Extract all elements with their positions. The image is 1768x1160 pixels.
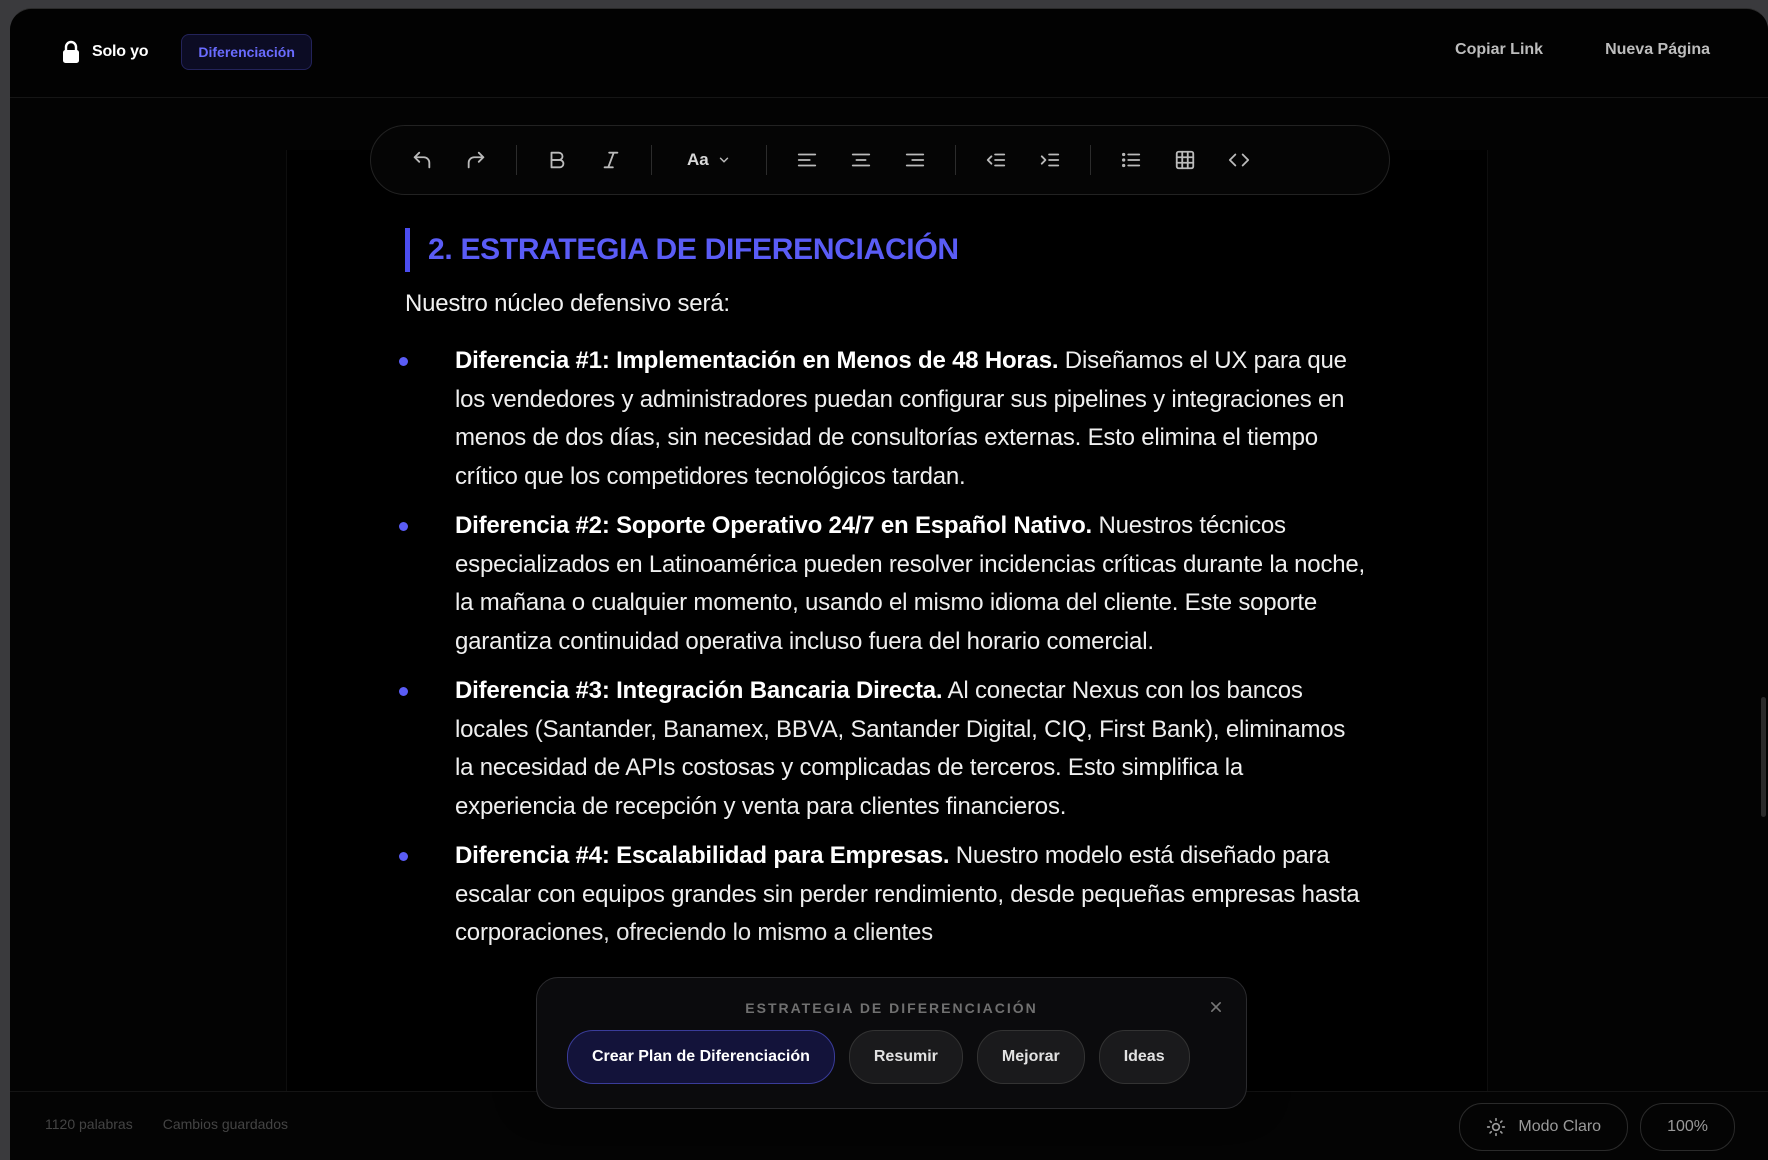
list-item-text: Nuestros técnicos especializados en Latinoamérica pueden resolver incidencias críticas durante la noche, la mañana o cualquier momento, usando el mismo idioma del cliente. Este soporte garantiza continuidad operativa incluso fuera del horario comercial. xyxy=(455,512,1366,655)
chevron-down-icon xyxy=(717,153,731,167)
ideas-button[interactable]: Ideas xyxy=(1099,1030,1190,1084)
copy-link-button[interactable]: Copiar Link xyxy=(1455,41,1544,58)
differentiation-list xyxy=(405,342,1365,953)
list-item-title: Diferencia #2: Soporte Operativo 24/7 en Español Nativo. xyxy=(455,512,1092,539)
list-item xyxy=(405,507,1365,661)
theme-toggle-button[interactable] xyxy=(1459,1103,1628,1151)
list-item-title: Diferencia #3: Integración Bancaria Directa. xyxy=(455,677,943,704)
outdent-button[interactable] xyxy=(969,138,1023,182)
bold-icon xyxy=(546,149,568,171)
privacy-label[interactable]: Solo yo xyxy=(92,43,149,60)
italic-button[interactable] xyxy=(584,138,638,182)
indent-icon xyxy=(1039,149,1061,171)
create-plan-button[interactable]: Crear Plan de Diferenciación xyxy=(567,1030,835,1084)
lock-icon xyxy=(62,40,80,64)
toolbar-divider xyxy=(955,145,956,175)
formatting-toolbar xyxy=(370,125,1390,195)
new-page-button[interactable]: Nueva Página xyxy=(1605,41,1710,58)
save-status: Cambios guardados xyxy=(162,1116,288,1132)
sun-icon xyxy=(1486,1117,1506,1137)
list-item-text: Al conectar Nexus con los bancos locales (Santander, Banamex, BBVA, Santander Digital, CIQ, First Bank), eliminamos la necesidad de APIs costosas y complicadas de terceros. Esto simplifica la experiencia de recepción y venta para clientes financieros. xyxy=(455,677,1346,820)
summarize-button[interactable]: Resumir xyxy=(849,1030,963,1084)
document-content[interactable] xyxy=(405,228,1365,964)
document-tag[interactable]: Diferenciación xyxy=(181,34,311,70)
redo-button[interactable] xyxy=(449,138,503,182)
ai-assistant-panel xyxy=(536,977,1247,1109)
theme-toggle-label: Modo Claro xyxy=(1518,1118,1602,1135)
zoom-value: 100% xyxy=(1667,1118,1708,1135)
align-left-icon xyxy=(796,149,818,171)
list-item-title: Diferencia #4: Escalabilidad para Empresas. xyxy=(455,842,950,869)
header-left xyxy=(62,34,312,70)
align-right-icon xyxy=(904,149,926,171)
intro-paragraph: Nuestro núcleo defensivo será: xyxy=(405,290,730,317)
italic-icon xyxy=(600,149,622,171)
code-icon xyxy=(1228,149,1250,171)
close-icon[interactable] xyxy=(1206,997,1226,1017)
toolbar-divider xyxy=(651,145,652,175)
toolbar-divider xyxy=(1090,145,1091,175)
table-icon xyxy=(1174,149,1196,171)
bold-button[interactable] xyxy=(530,138,584,182)
align-center-icon xyxy=(850,149,872,171)
indent-button[interactable] xyxy=(1023,138,1077,182)
header-actions xyxy=(1455,41,1710,59)
list-item xyxy=(405,672,1365,826)
list-item xyxy=(405,837,1365,953)
bullet-list-icon xyxy=(1120,149,1142,171)
toolbar-divider xyxy=(766,145,767,175)
improve-button[interactable]: Mejorar xyxy=(977,1030,1085,1084)
outdent-icon xyxy=(985,149,1007,171)
list-item-text: Nuestro modelo está diseñado para escalar con equipos grandes sin perder rendimiento, desde pequeñas empresas hasta corporaciones, ofreciendo lo mismo a clientes xyxy=(455,842,1360,946)
align-left-button[interactable] xyxy=(780,138,834,182)
list-item-text: Diseñamos el UX para que los vendedores y administradores puedan configurar sus pipelines y integraciones en menos de dos días, sin necesidad de consultorías externas. Esto elimina el tiempo crítico que los competidores tecnológicos tardan. xyxy=(455,347,1347,490)
undo-icon xyxy=(411,149,433,171)
top-bar xyxy=(10,9,1768,98)
status-controls xyxy=(1459,1103,1735,1151)
bullet-list-button[interactable] xyxy=(1104,138,1158,182)
align-right-button[interactable] xyxy=(888,138,942,182)
font-size-label: Aa xyxy=(687,150,709,169)
scrollbar-thumb[interactable] xyxy=(1761,697,1766,817)
toolbar-divider xyxy=(516,145,517,175)
code-button[interactable] xyxy=(1212,138,1266,182)
status-info xyxy=(45,1116,288,1132)
list-item xyxy=(405,342,1365,496)
list-item-title: Diferencia #1: Implementación en Menos de 48 Horas. xyxy=(455,347,1059,374)
align-center-button[interactable] xyxy=(834,138,888,182)
undo-button[interactable] xyxy=(395,138,449,182)
table-button[interactable] xyxy=(1158,138,1212,182)
redo-icon xyxy=(465,149,487,171)
font-size-dropdown[interactable] xyxy=(665,138,753,182)
zoom-level[interactable] xyxy=(1640,1103,1735,1151)
word-count: 1120 palabras xyxy=(45,1116,133,1132)
ai-panel-title: ESTRATEGIA DE DIFERENCIACIÓN xyxy=(745,1000,1038,1016)
ai-action-buttons xyxy=(567,1030,1190,1084)
section-heading: 2. ESTRATEGIA DE DIFERENCIACIÓN xyxy=(405,228,1365,272)
